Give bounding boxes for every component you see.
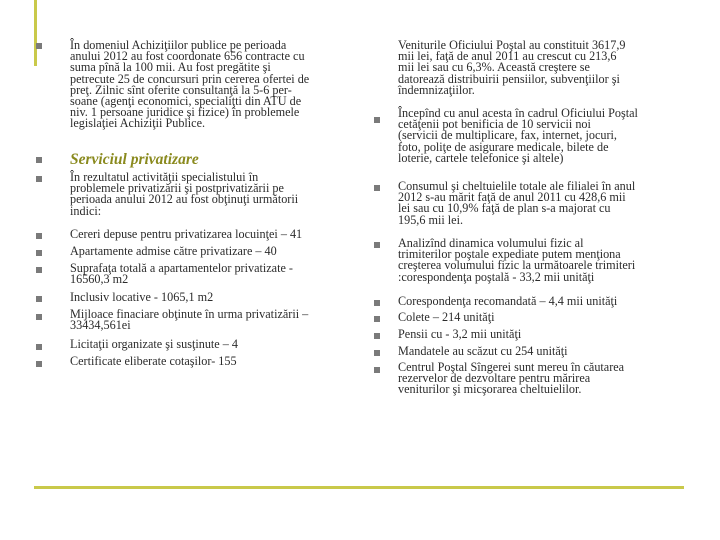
list-item: Suprafaţa totală a apartamentelor privatizate - 16560,3 m2 xyxy=(70,261,293,287)
square-bullet-icon xyxy=(36,176,42,182)
list-item: Pensii cu - 3,2 mii unităţi xyxy=(398,327,522,341)
square-bullet-icon xyxy=(374,350,380,356)
square-bullet-icon xyxy=(374,367,380,373)
square-bullet-icon xyxy=(374,185,380,191)
section-heading: Serviciul privatizare xyxy=(70,151,199,168)
list-item: Apartamente admise către privatizare – 40 xyxy=(70,244,277,258)
square-bullet-icon xyxy=(374,300,380,306)
list-item: Centrul Poştal Sîngerei sunt mereu în căutarea rezervelor de dezvoltare pentru mărirea veniturilor şi micşorarea cheltuielilor. xyxy=(398,360,625,397)
square-bullet-icon xyxy=(36,157,42,163)
square-bullet-icon xyxy=(36,344,42,350)
square-bullet-icon xyxy=(374,117,380,123)
accent-horizontal-rule xyxy=(34,486,684,489)
list-item: Începînd cu anul acesta în cadrul Oficiului Poştal cetăţenii pot benificia de 10 servicii noi (servicii de multiplicare, fax, internet, jocuri, foto, poliţe de asigurare medicale, bilete de loterie, cartele telefonice şi altele) xyxy=(398,106,638,165)
square-bullet-icon xyxy=(36,296,42,302)
list-item: Colete – 214 unităţi xyxy=(398,310,495,324)
square-bullet-icon xyxy=(36,233,42,239)
accent-vertical-rule xyxy=(34,0,37,66)
list-item: Corespondenţa recomandată – 4,4 mii unităţi xyxy=(398,294,618,308)
list-item: Mandatele au scăzut cu 254 unităţi xyxy=(398,344,568,358)
square-bullet-icon xyxy=(36,250,42,256)
square-bullet-icon xyxy=(36,267,42,273)
square-bullet-icon xyxy=(374,242,380,248)
list-item: Analizînd dinamica volumului fizic al trimiterilor poştale expediate putem menţiona creşterea volumului fizic la următoarele trimiteri :corespondenţa poştală - 33,2 mii unităţi xyxy=(398,236,636,284)
venituri-paragraph: Veniturile Oficiului Poştal au constituit 3617,9 mii lei, faţă de anul 2011 au crescut cu 213,6 mii lei sau cu 6,3%. Această creştere se datorează distribuirii pensiilor, subvenţiilor şi îndemnizaţiilor. xyxy=(398,38,626,97)
list-item: Licitaţii organizate şi susţinute – 4 xyxy=(70,337,238,351)
achizitii-paragraph: În domeniul Achiziţiilor publice pe perioada anului 2012 au fost coordonate 656 contracte cu suma pînă la 100 mii. Au fost pregătite şi petrecute 25 de concursuri prin cererea ofertei de preţ. Zilnic sînt oferite consultanţă la 5-6 per- soane (agenţi economici, specialiţti din ATU de niv. 1 persoane juridice şi fizice) în problemele legislaţiei Achiziţii Publice. xyxy=(70,38,310,131)
list-item: Certificate eliberate cotaşilor- 155 xyxy=(70,354,237,368)
list-item: Mijloace finaciare obţinute în urma privatizării – 33434,561ei xyxy=(70,307,309,333)
square-bullet-icon xyxy=(36,314,42,320)
list-item: Cereri depuse pentru privatizarea locuinţei – 41 xyxy=(70,227,303,241)
list-item: Inclusiv locative - 1065,1 m2 xyxy=(70,290,214,304)
square-bullet-icon xyxy=(374,333,380,339)
list-item: Consumul şi cheltuielile totale ale filialei în anul 2012 s-au mărit faţă de anul 2011 cu 428,6 mii lei sau cu 10,9% faţă de plan s-a majorat cu 195,6 mii lei. xyxy=(398,179,636,227)
list-item: În rezultatul activităţii specialistului în problemele privatizării şi postprivatizării pe perioada anului 2012 au fost obţinuţi următorii indici: xyxy=(70,170,299,218)
square-bullet-icon xyxy=(36,361,42,367)
square-bullet-icon xyxy=(36,43,42,49)
square-bullet-icon xyxy=(374,316,380,322)
